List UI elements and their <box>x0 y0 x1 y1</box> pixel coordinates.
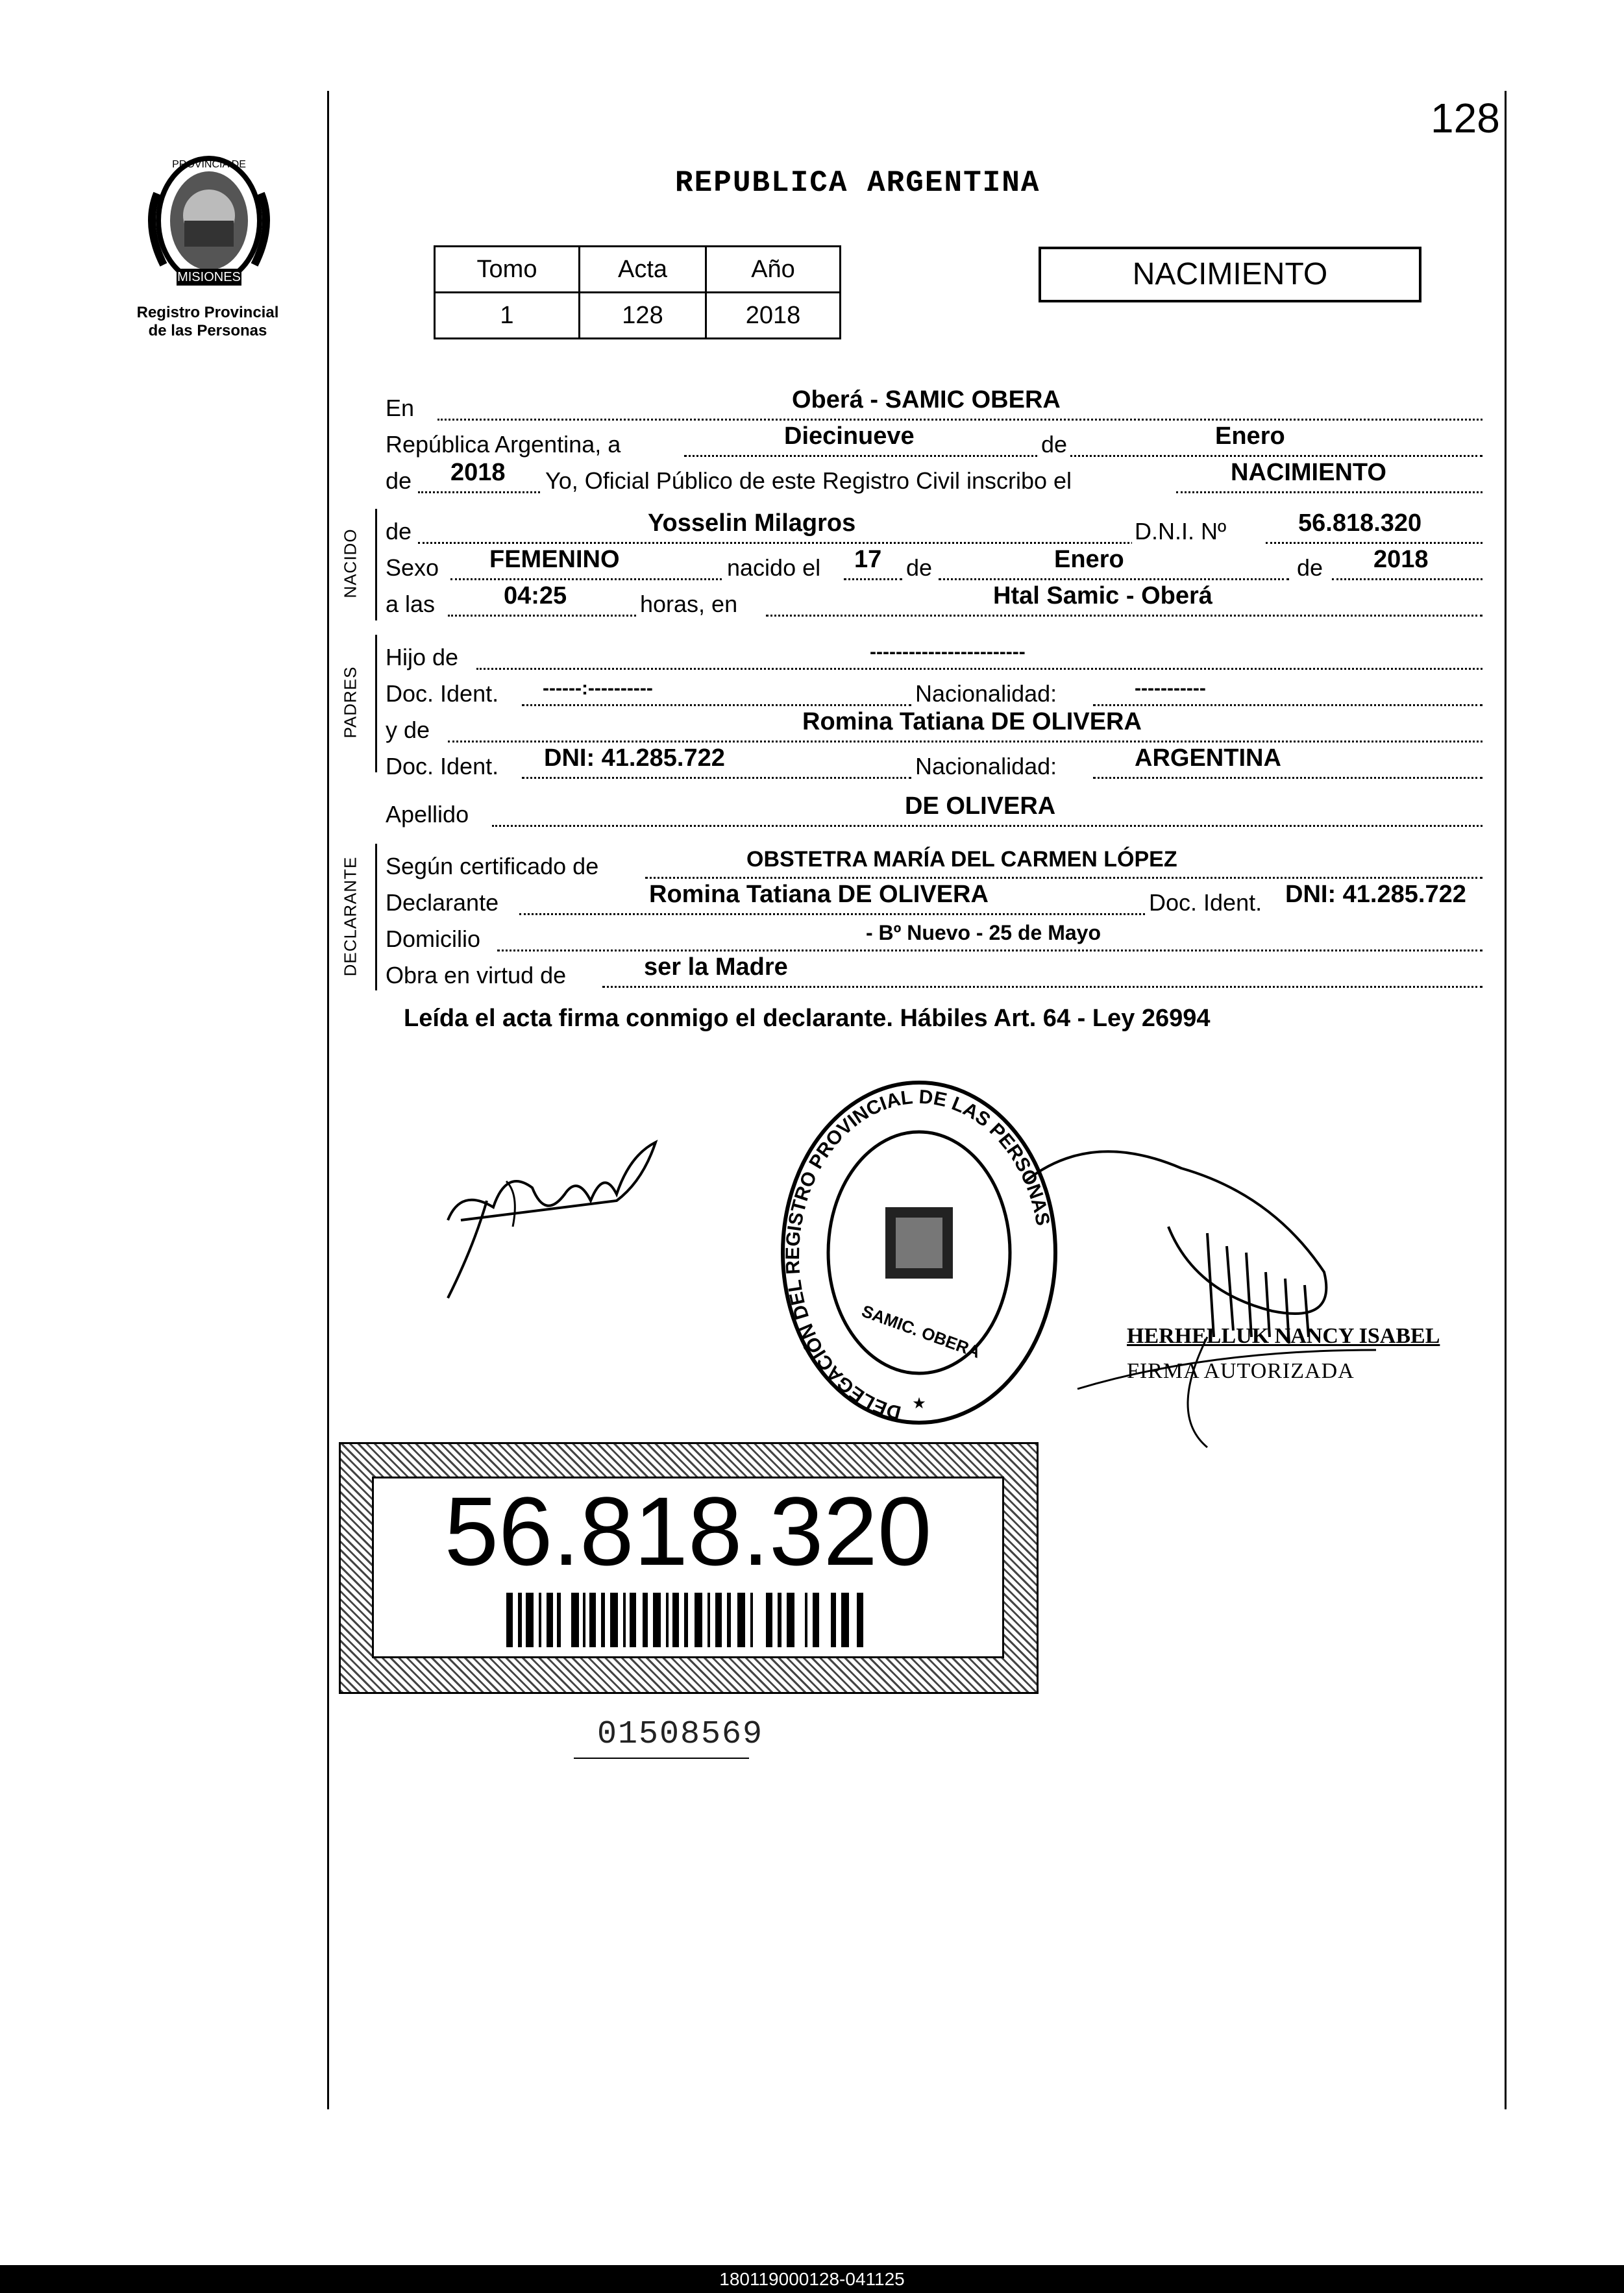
doc-ident-label: Doc. Ident. <box>386 753 499 779</box>
dotted-line <box>418 542 1164 544</box>
hijo-label: Hijo de <box>386 644 459 670</box>
officer-text: Yo, Oficial Público de este Registro Civil inscribo el <box>545 467 1072 494</box>
right-margin-line <box>1505 91 1507 2109</box>
acta-reference-table <box>434 245 841 339</box>
page-title: REPUBLICA ARGENTINA <box>675 166 1040 200</box>
dotted-line <box>448 741 1483 742</box>
dotted-line <box>492 825 1483 827</box>
doc-ident-label: Doc. Ident. <box>386 680 499 707</box>
acta-table-cell: 1 <box>435 293 580 339</box>
dotted-line <box>684 455 1483 457</box>
birth-time-place-row <box>386 582 1483 620</box>
de-label: de <box>906 554 933 581</box>
inscribe-value: NACIMIENTO <box>1231 459 1386 486</box>
acta-table-header-row <box>435 247 841 293</box>
acta-table-value-row <box>435 293 841 339</box>
cert-value: OBSTETRA MARÍA DEL CARMEN LÓPEZ <box>746 847 1177 872</box>
officer-row <box>386 458 1483 497</box>
mother-doc-value: DNI: 41.285.722 <box>544 744 725 772</box>
mother-value: Romina Tatiana DE OLIVERA <box>802 708 1142 735</box>
doc-ident-label: Doc. Ident. <box>1146 889 1264 916</box>
logo-caption <box>104 304 312 339</box>
cert-label: Según certificado de <box>386 853 599 879</box>
dotted-line <box>519 913 1207 915</box>
padres-section-label: PADRES <box>340 666 360 739</box>
logo-caption-line2: de las Personas <box>148 321 267 339</box>
republica-label: República Argentina, a <box>386 431 621 458</box>
dotted-line <box>1176 491 1483 493</box>
dotted-line <box>522 704 911 706</box>
acta-table-header: Año <box>706 247 841 293</box>
dotted-line <box>766 615 1483 617</box>
sticker-dni-number: 56.818.320 <box>444 1477 932 1586</box>
dotted-line <box>1266 542 1483 544</box>
logo-text-bottom: MISIONES <box>177 270 241 284</box>
de-label: de <box>386 518 412 545</box>
acta-table-header: Acta <box>580 247 706 293</box>
seal-inner-text: SAMIC. OBERA <box>859 1301 983 1362</box>
acta-table-cell: 2018 <box>706 293 841 339</box>
apellido-label: Apellido <box>386 801 469 828</box>
father-row <box>386 635 1483 674</box>
dni-label: D.N.I. Nº <box>1132 518 1229 545</box>
dotted-line <box>1093 777 1483 779</box>
acta-table-header: Tomo <box>435 247 580 293</box>
nacionalidad-label: Nacionalidad: <box>915 753 1057 779</box>
declarante-section-label: DECLARANTE <box>340 856 360 977</box>
nacido-label: nacido el <box>723 554 824 582</box>
padres-section-bar <box>375 635 377 772</box>
address-row <box>386 916 1483 955</box>
father-nationality-value: ----------- <box>1135 678 1206 699</box>
en-label: En <box>386 395 415 421</box>
sex-birthdate-row <box>386 545 1483 584</box>
surname-row <box>386 792 1483 831</box>
year-value: 2018 <box>450 459 506 486</box>
birth-day-value: 17 <box>854 546 882 573</box>
nacionalidad-label: Nacionalidad: <box>915 680 1057 707</box>
sexo-value: FEMENINO <box>489 546 620 573</box>
place-value: Oberá - SAMIC OBERA <box>792 386 1061 413</box>
horas-label: horas, en <box>636 591 741 618</box>
certificate-row <box>386 844 1483 883</box>
dotted-line <box>476 668 1483 670</box>
father-doc-row <box>386 671 1483 710</box>
declarant-doc-value: DNI: 41.285.722 <box>1285 881 1466 908</box>
dotted-line <box>497 950 1483 951</box>
authorized-official-name: HERHELLUK NANCY ISABEL <box>1127 1324 1440 1348</box>
province-coat-of-arms-logo <box>138 148 280 297</box>
month-value: Enero <box>1215 423 1285 450</box>
declarant-value: Romina Tatiana DE OLIVERA <box>649 881 989 908</box>
dotted-line <box>1093 704 1483 706</box>
barcode-icon <box>506 1593 870 1647</box>
domicilio-label: Domicilio <box>386 926 481 952</box>
dotted-line <box>450 578 749 580</box>
de-label: de <box>1039 431 1070 458</box>
document-type-box: NACIMIENTO <box>1039 247 1421 302</box>
capacity-value: ser la Madre <box>644 953 788 981</box>
year-label: de <box>386 467 412 494</box>
authorized-signature-caption: FIRMA AUTORIZADA <box>1127 1359 1355 1383</box>
birth-month-value: Enero <box>1054 546 1124 573</box>
legal-notice: Leída el acta firma conmigo el declarante. Hábiles Art. 64 - Ley 26994 <box>404 1005 1211 1032</box>
footer-barcode-code: 180119000128-041125 <box>0 2265 1624 2293</box>
capacity-row <box>386 953 1483 992</box>
logo-text-top: PROVINCIA DE <box>172 159 246 170</box>
mother-row <box>386 707 1483 746</box>
serial-underline <box>574 1758 749 1759</box>
left-margin-line <box>327 91 329 2109</box>
declarante-label: Declarante <box>386 889 499 916</box>
declarant-signature <box>422 1129 682 1311</box>
address-value: - Bº Nuevo - 25 de Mayo <box>866 921 1101 944</box>
dotted-line <box>844 578 902 580</box>
sticker-panel <box>372 1477 1004 1658</box>
nacido-section-label: NACIDO <box>340 528 360 598</box>
dotted-line <box>645 877 1483 879</box>
day-value: Diecinueve <box>784 423 915 450</box>
dotted-line <box>602 986 1483 988</box>
date-row <box>386 422 1483 461</box>
birth-year-value: 2018 <box>1373 546 1429 573</box>
authorized-signature <box>1013 1142 1415 1454</box>
birth-place-value: Htal Samic - Oberá <box>993 582 1212 609</box>
declarante-section-bar <box>375 844 377 990</box>
page-number: 128 <box>1431 95 1500 141</box>
seal-ring-text: DELEGACIÓN DEL REGISTRO PROVINCIAL DE LAS PERSONAS <box>781 1086 1054 1424</box>
child-dni-value: 56.818.320 <box>1298 509 1422 537</box>
declarant-row <box>386 880 1483 919</box>
logo-caption-line1: Registro Provincial <box>136 304 279 321</box>
birth-time-value: 04:25 <box>504 582 567 609</box>
mother-nationality-value: ARGENTINA <box>1135 744 1281 772</box>
de-label: de <box>1297 554 1323 581</box>
nacido-section-bar <box>375 509 377 620</box>
child-name-value: Yosselin Milagros <box>648 509 856 537</box>
obra-label: Obra en virtud de <box>386 962 567 988</box>
alas-label: a las <box>386 591 436 617</box>
mother-doc-row <box>386 744 1483 783</box>
dotted-line <box>939 578 1289 580</box>
child-name-row <box>386 509 1483 548</box>
surname-value: DE OLIVERA <box>905 792 1056 820</box>
acta-table-cell: 128 <box>580 293 706 339</box>
dotted-line <box>437 419 1483 421</box>
security-sticker <box>339 1442 1039 1694</box>
father-value: ------------------------ <box>870 641 1026 663</box>
yde-label: y de <box>386 717 430 743</box>
place-row <box>386 386 1483 424</box>
dotted-line <box>1332 578 1483 580</box>
dotted-line <box>418 491 540 493</box>
seal-star-icon: ★ <box>912 1395 926 1412</box>
dotted-line <box>522 777 911 779</box>
serial-number: 01508569 <box>597 1716 764 1753</box>
sexo-label: Sexo <box>386 554 439 581</box>
father-doc-value: ------:---------- <box>543 678 653 699</box>
